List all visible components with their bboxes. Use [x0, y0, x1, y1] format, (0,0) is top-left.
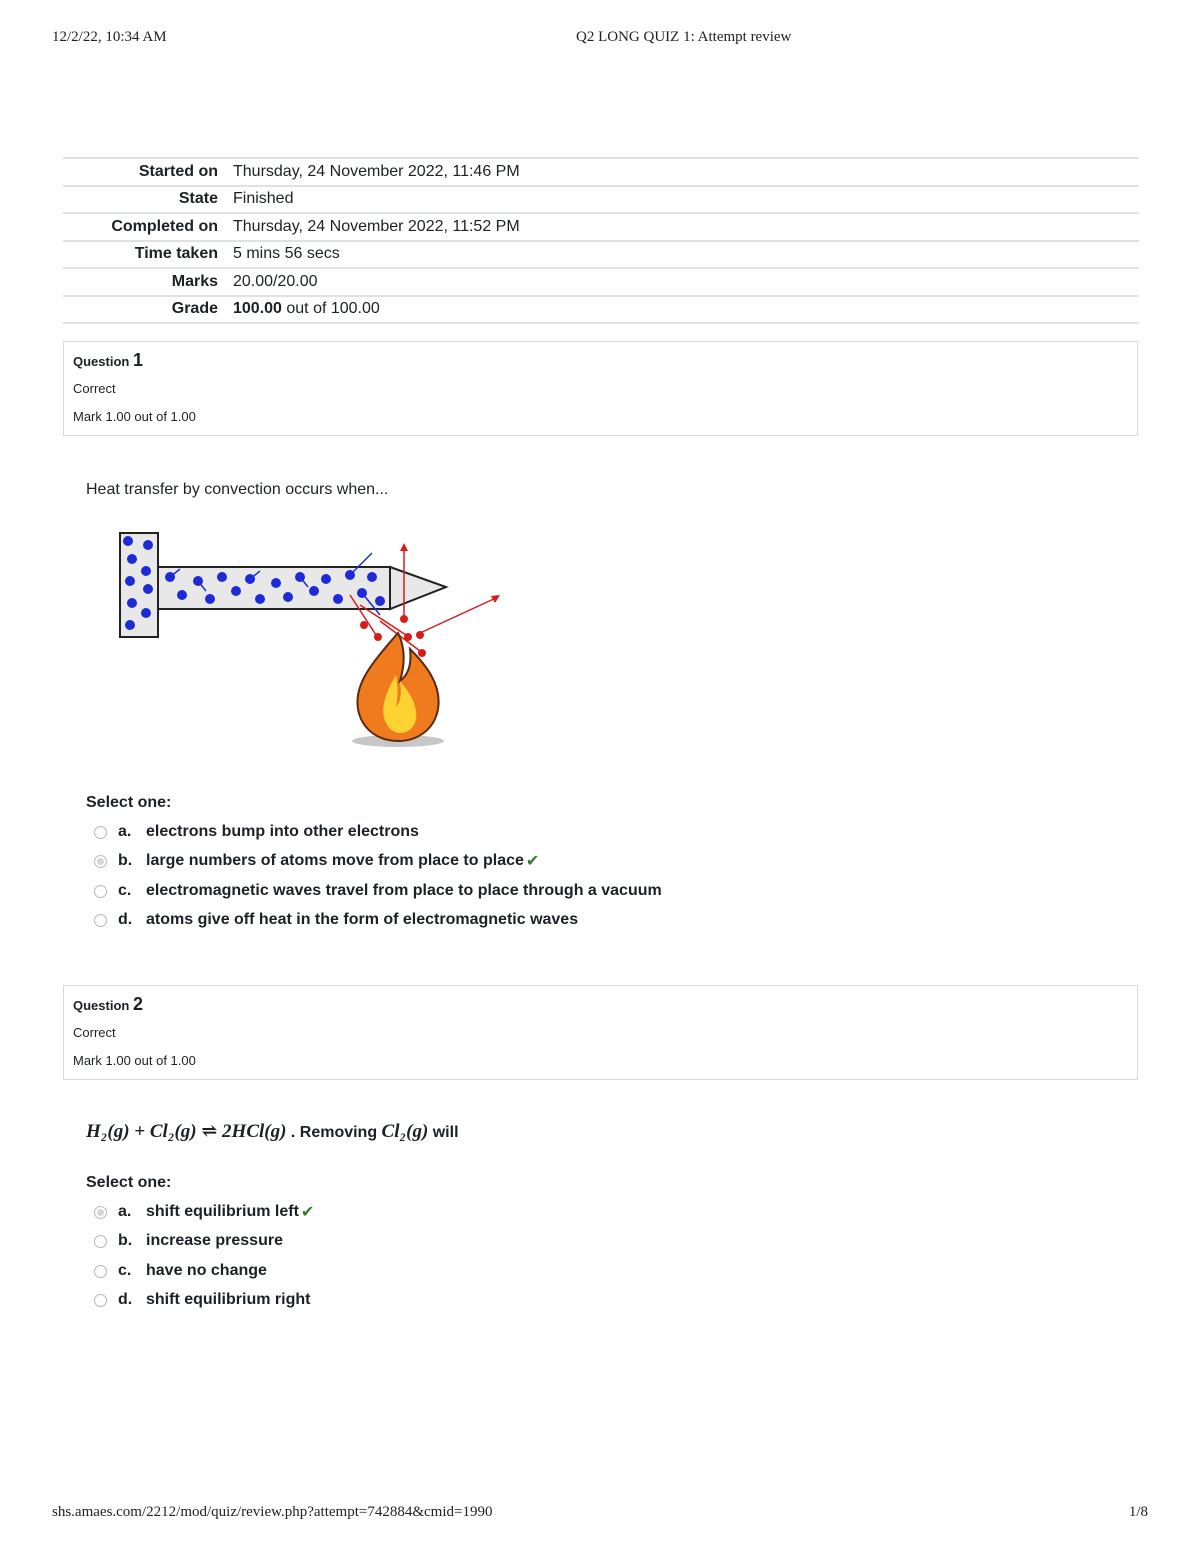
- print-url: shs.amaes.com/2212/mod/quiz/review.php?attempt=742884&cmid=1990: [52, 1504, 493, 1520]
- option-c[interactable]: [94, 879, 662, 903]
- question-2-info: [63, 985, 1138, 1080]
- summary-row: [63, 186, 1139, 214]
- option-text: have no change: [146, 1262, 267, 1279]
- summary-value: [233, 296, 1139, 324]
- option-text: electrons bump into other electrons: [146, 823, 419, 840]
- option-letter: b.: [118, 1232, 133, 1249]
- correct-check-icon: ✔: [525, 853, 540, 870]
- question-2-text: [86, 1120, 459, 1143]
- question-1-info: [63, 341, 1138, 436]
- summary-label: Time taken: [63, 241, 233, 269]
- radio-button-selected[interactable]: [94, 855, 107, 868]
- option-c[interactable]: [94, 1259, 267, 1283]
- summary-value: Finished: [233, 186, 1139, 214]
- select-one-label: Select one:: [86, 794, 172, 811]
- print-footer: [52, 1504, 1148, 1524]
- option-letter: a.: [118, 1203, 132, 1220]
- radio-button[interactable]: [94, 1294, 107, 1307]
- option-text: increase pressure: [146, 1232, 283, 1249]
- question-label: Question: [73, 998, 130, 1013]
- print-page-number: 1/8: [1128, 1504, 1148, 1520]
- option-b[interactable]: [94, 849, 539, 873]
- question-mark: Mark 1.00 out of 1.00: [73, 1053, 196, 1068]
- question-text-end: will: [428, 1124, 459, 1141]
- option-letter: c.: [118, 1262, 132, 1279]
- question-mark: Mark 1.00 out of 1.00: [73, 409, 196, 424]
- summary-value: 20.00/20.00: [233, 268, 1139, 296]
- question-number: [73, 350, 143, 371]
- option-d[interactable]: [94, 1288, 310, 1312]
- radio-button-selected[interactable]: [94, 1206, 107, 1219]
- radio-button[interactable]: [94, 826, 107, 839]
- question-label: Question: [73, 354, 130, 369]
- radio-button[interactable]: [94, 1265, 107, 1278]
- option-b[interactable]: [94, 1229, 283, 1253]
- summary-row: [63, 241, 1139, 269]
- summary-label: State: [63, 186, 233, 214]
- question-state: Correct: [73, 381, 116, 396]
- option-letter: b.: [118, 852, 133, 869]
- convection-illustration: [110, 525, 510, 757]
- print-page-title: Q2 LONG QUIZ 1: Attempt review: [576, 29, 792, 45]
- option-letter: c.: [118, 882, 132, 899]
- select-one-label: Select one:: [86, 1174, 172, 1191]
- print-datetime: 12/2/22, 10:34 AM: [52, 29, 167, 45]
- question-number: [73, 994, 143, 1015]
- option-letter: d.: [118, 911, 133, 928]
- correct-check-icon: ✔: [300, 1204, 315, 1221]
- summary-value: 5 mins 56 secs: [233, 241, 1139, 269]
- question-1-text: Heat transfer by convection occurs when...: [86, 481, 389, 498]
- radio-button[interactable]: [94, 885, 107, 898]
- option-a[interactable]: [94, 1200, 314, 1224]
- option-text: electromagnetic waves travel from place to place through a vacuum: [146, 882, 662, 899]
- option-text: atoms give off heat in the form of electromagnetic waves: [146, 911, 579, 928]
- summary-label: Grade: [63, 296, 233, 324]
- summary-row: [63, 296, 1139, 324]
- option-a[interactable]: [94, 820, 419, 844]
- summary-row: [63, 213, 1139, 241]
- grade-out-of: out of 100.00: [281, 300, 380, 318]
- radio-button[interactable]: [94, 914, 107, 927]
- summary-label: Marks: [63, 268, 233, 296]
- summary-label: Completed on: [63, 213, 233, 241]
- summary-row: [63, 268, 1139, 296]
- attempt-summary-table: [63, 157, 1139, 324]
- summary-label: Started on: [63, 158, 233, 186]
- option-text: large numbers of atoms move from place to place: [146, 852, 524, 869]
- print-header: [52, 29, 1148, 49]
- option-text: shift equilibrium left: [146, 1203, 299, 1220]
- summary-value: Thursday, 24 November 2022, 11:46 PM: [233, 158, 1139, 186]
- equation-species: Cl₂(g): [381, 1121, 429, 1142]
- question-number-value: 1: [132, 350, 143, 370]
- grade-value: 100.00: [233, 300, 282, 318]
- question-text-mid: . Removing: [286, 1124, 382, 1141]
- question-state: Correct: [73, 1025, 116, 1040]
- question-number-value: 2: [132, 994, 143, 1014]
- option-d[interactable]: [94, 908, 578, 932]
- summary-value: Thursday, 24 November 2022, 11:52 PM: [233, 213, 1139, 241]
- option-letter: d.: [118, 1291, 133, 1308]
- radio-button[interactable]: [94, 1235, 107, 1248]
- equation: H₂(g) + Cl₂(g) ⇌ 2HCl(g): [86, 1121, 287, 1142]
- option-letter: a.: [118, 823, 132, 840]
- summary-row: [63, 158, 1139, 186]
- option-text: shift equilibrium right: [146, 1291, 311, 1308]
